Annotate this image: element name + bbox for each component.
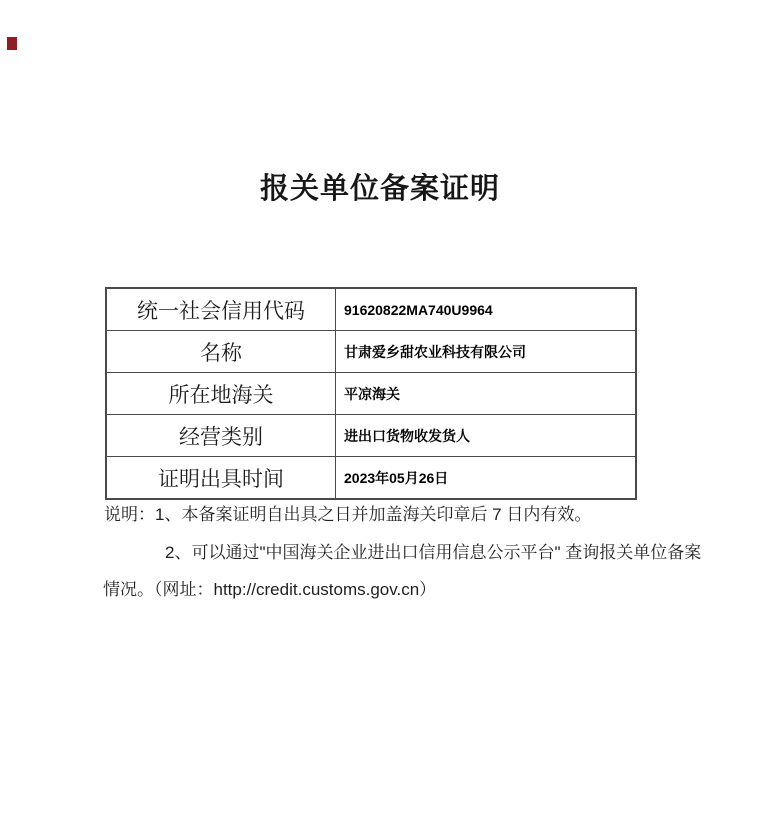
certificate-table	[105, 287, 637, 500]
note-line-validity: 说明：1、本备案证明自出具之日并加盖海关印章后 7 日内有效。	[104, 505, 592, 524]
table-row	[106, 373, 636, 415]
row-value-name: 甘肃爱乡甜农业科技有限公司	[336, 331, 637, 373]
row-label-issue-date: 证明出具时间	[106, 457, 336, 500]
row-value-credit-code: 91620822MA740U9964	[336, 288, 637, 331]
table-row	[106, 331, 636, 373]
red-mark	[7, 37, 17, 50]
row-value-customs-location: 平凉海关	[336, 373, 637, 415]
note-line-query-platform: 2、可以通过"中国海关企业进出口信用信息公示平台" 查询报关单位备案	[165, 543, 702, 562]
table-row	[106, 457, 636, 500]
row-value-issue-date: 2023年05月26日	[336, 457, 637, 500]
row-label-credit-code: 统一社会信用代码	[106, 288, 336, 331]
row-label-customs-location: 所在地海关	[106, 373, 336, 415]
table-row	[106, 288, 636, 331]
row-value-business-category: 进出口货物收发货人	[336, 415, 637, 457]
table-row	[106, 415, 636, 457]
row-label-name: 名称	[106, 331, 336, 373]
row-label-business-category: 经营类别	[106, 415, 336, 457]
certificate-title: 报关单位备案证明	[259, 173, 500, 205]
note-line-website: 情况。（网址：http://credit.customs.gov.cn）	[103, 580, 437, 599]
